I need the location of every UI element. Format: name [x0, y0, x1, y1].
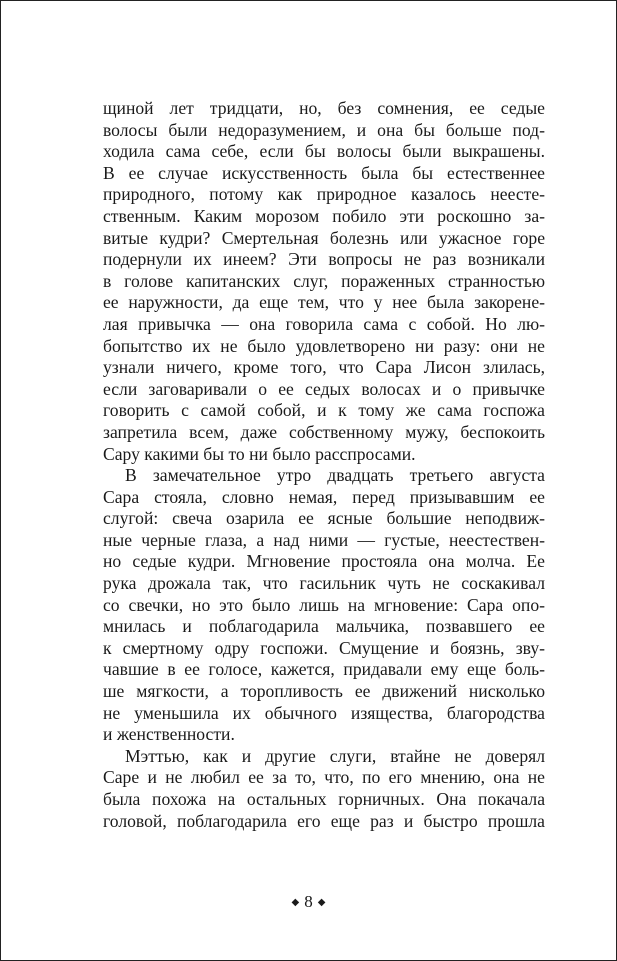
text-line: мнилась и поблагодарила мальчика, позвавшего ее: [103, 616, 545, 637]
text-line: ходила сама себе, если бы волосы были выкрашены.: [103, 141, 545, 162]
text-line: Мэттью, как и другие слуги, втайне не доверял: [125, 745, 545, 766]
text-line: В ее случае искусственность была бы естественнее: [103, 162, 545, 183]
text-line: говорить с самой собой, и к тому же сама госпожа: [103, 400, 545, 421]
text-line: подернули их инеем? Эти вопросы не раз возникали: [103, 249, 545, 270]
text-line: витые кудри? Смертельная болезнь или ужасное горе: [103, 227, 545, 248]
text-line: но седые кудри. Мгновение простояла она молча. Ее: [103, 551, 545, 572]
text-line: со свечки, но это было лишь на мгновение: Сара опо-: [103, 594, 545, 615]
text-line: волосы были недоразумением, и она бы больше под-: [103, 119, 545, 140]
ornament-diamond-icon: ◆: [291, 897, 300, 908]
text-line: чавшие в ее голосе, кажется, придавали ему еще боль-: [103, 659, 545, 680]
text-line: ше мягкости, а торопливость ее движений нисколько: [103, 681, 545, 702]
text-line: В замечательное утро двадцать третьего августа: [125, 465, 545, 486]
body-text: [103, 98, 545, 832]
paragraph: [103, 746, 545, 832]
page-number: 8: [304, 892, 313, 911]
text-line: к смертному одру госпожи. Смущение и боязнь, зву-: [103, 637, 545, 658]
text-line: узнали ничего, кроме того, что Сара Лисон злилась,: [103, 357, 545, 378]
text-line: Саре и не любил ее за то, что, по его мнению, она не: [103, 767, 545, 788]
paragraph: [103, 98, 545, 465]
text-line: если заговаривали о ее седых волосах и о привычке: [103, 378, 545, 399]
text-line: не уменьшила их обычного изящества, благородства: [103, 702, 545, 723]
text-line: была похожа на остальных горничных. Она покачала: [103, 789, 545, 809]
text-line: ее наружности, да еще тем, что у нее была закорене-: [103, 292, 545, 313]
text-line: слугой: свеча озарила ее ясные большие неподвиж-: [103, 508, 545, 529]
text-line: рука дрожала так, что гасильник чуть не соскакивал: [103, 573, 545, 594]
ornament-diamond-icon: ◆: [317, 897, 326, 908]
page-number-footer: [0, 892, 617, 912]
text-line: и женственности.: [103, 724, 235, 745]
text-line: ные черные глаза, а над ними — густые, неестествен-: [103, 529, 545, 550]
text-line: Сару какими бы то ни было расспросами.: [103, 443, 416, 464]
text-line: головой, поблагодарила его еще раз и быстро прошла: [103, 810, 545, 831]
paragraph: [103, 465, 545, 746]
text-line: бопытство их не было удовлетворено ни разу: они не: [103, 335, 545, 356]
text-line: лая привычка — она говорила сама с собой. Но лю-: [103, 313, 545, 334]
text-line: запретила всем, даже собственному мужу, беспокоить: [103, 421, 545, 442]
text-line: в голове капитанских слуг, пораженных странностью: [103, 270, 545, 291]
text-line: Сара стояла, словно немая, перед призывавшим ее: [103, 486, 545, 507]
text-line: ственным. Каким морозом побило эти роскошно за-: [103, 205, 545, 226]
text-line: природного, потому как природное казалось неесте-: [103, 184, 545, 205]
text-line: щиной лет тридцати, но, без сомнения, ее седые: [103, 98, 545, 118]
